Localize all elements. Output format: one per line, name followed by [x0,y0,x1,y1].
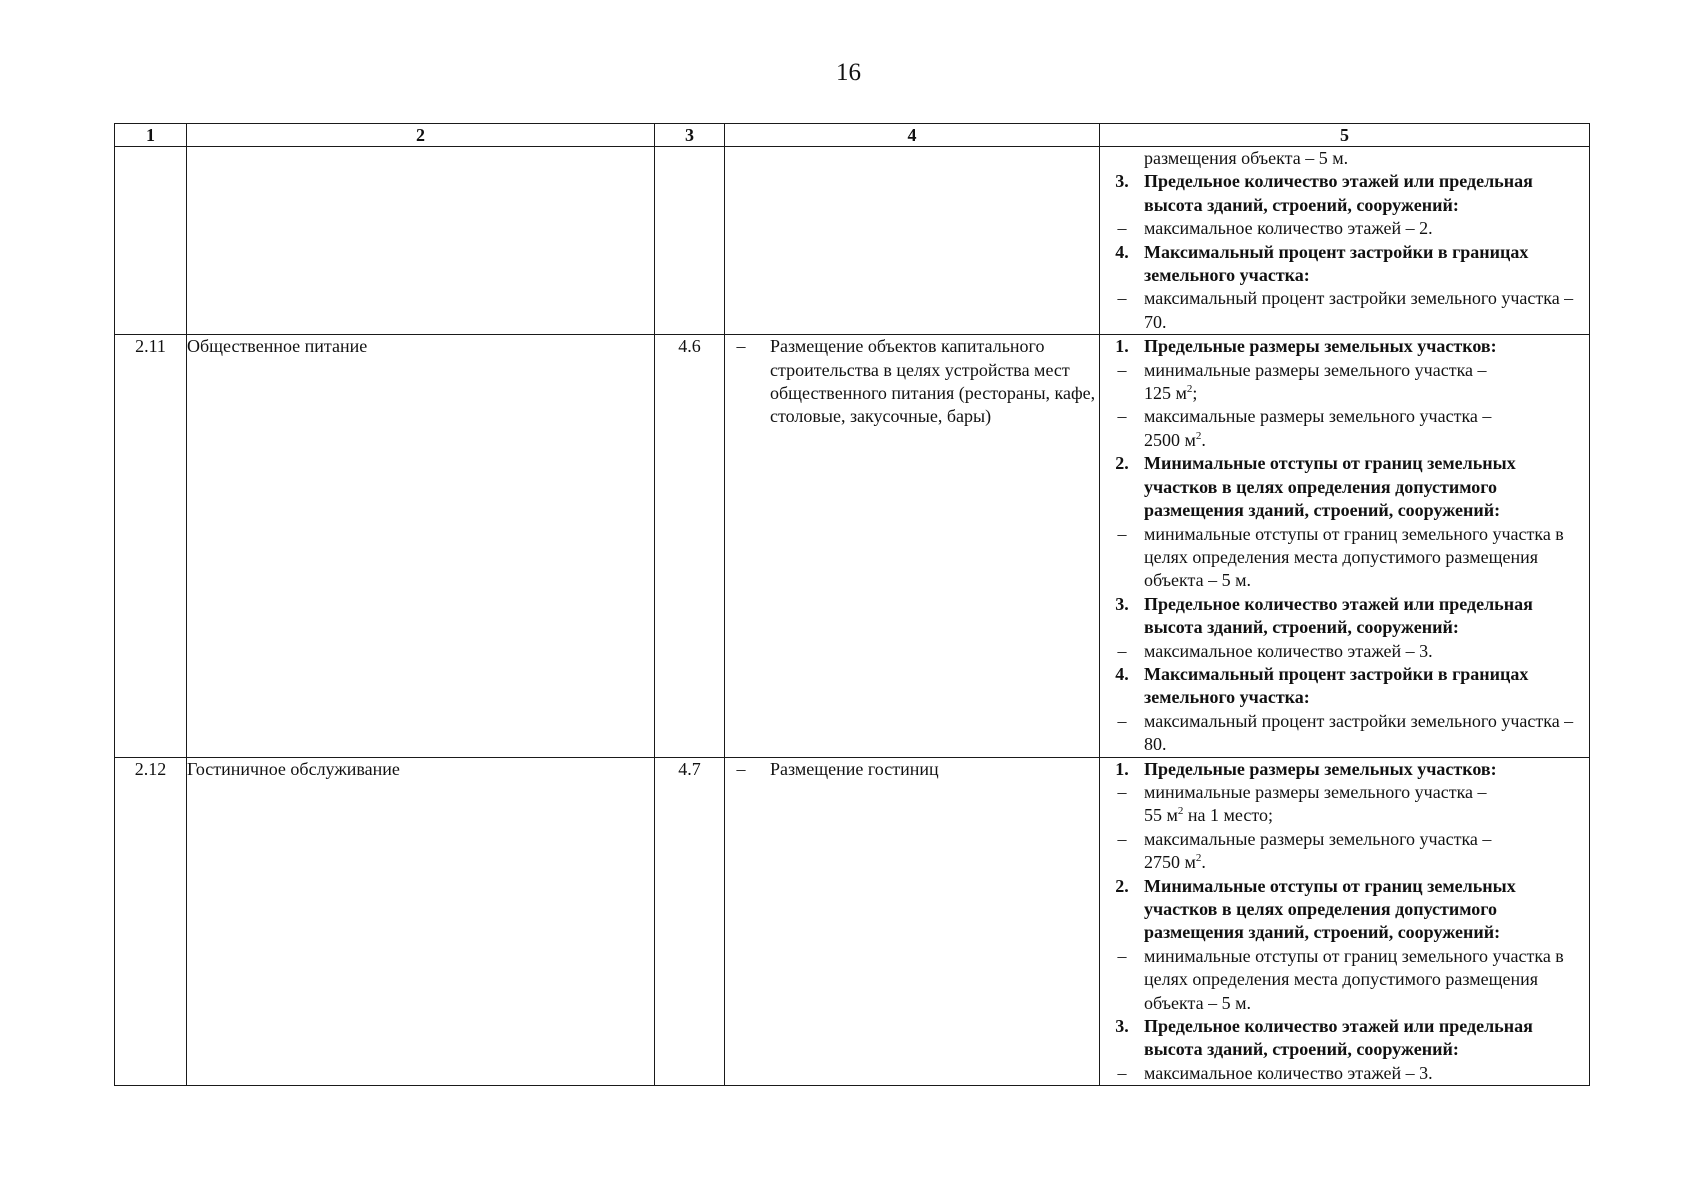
parameter-item [1100,1062,1589,1085]
item-text: максимальный процент застройки земельного участка – 70. [1144,288,1574,332]
parameters [1100,335,1590,757]
use-description [725,757,1100,1086]
superscript: 2 [1195,852,1202,865]
item-text [1144,359,1589,406]
dash-marker: – [1117,640,1127,661]
superscript: 2 [1186,383,1193,396]
parameters [1100,757,1590,1086]
item-text: максимальное количество этажей – 3. [1144,1062,1433,1083]
number-marker: 1. [1115,336,1129,357]
parameter-item [1100,287,1589,334]
classifier-code: 4.6 [655,335,725,757]
parameter-item [1100,781,1589,828]
parameter-item [1100,405,1589,452]
header-cell-2: 2 [187,124,655,147]
use-description [725,147,1100,335]
table-row [115,757,1590,1086]
dash-marker: – [1117,710,1127,731]
parameter-heading [1100,758,1589,781]
dash-marker: – [1117,781,1127,802]
parameter-heading [1100,875,1589,945]
item-text [1144,781,1589,828]
parameter-heading [1100,1015,1589,1062]
header-cell-1: 1 [115,124,187,147]
use-type-name: Общественное питание [187,335,655,757]
page-number: 16 [836,59,861,86]
parameter-heading [1100,663,1589,710]
use-type-name: Гостиничное обслуживание [187,757,655,1086]
parameter-heading [1100,593,1589,640]
item-text: размещения объекта – 5 м. [1144,148,1349,168]
item-text [1144,828,1589,875]
number-marker: 2. [1115,453,1129,474]
area-tail: . [1201,852,1206,873]
number-marker: 3. [1115,593,1129,614]
area-value: 2500 м [1144,429,1196,450]
classifier-code [655,147,725,335]
description-text: Размещение объектов капитального строительства в целях устройства мест общественного питания (рестораны, кафе, столовые, закусочные, бары) [770,336,1096,427]
row-number [115,147,187,335]
parameter-item [1100,640,1589,663]
superscript: 2 [1177,805,1184,818]
dash-marker: – [1117,945,1127,966]
parameter-item [1100,710,1589,757]
area-value: 55 м [1144,805,1178,826]
classifier-code: 4.7 [655,757,725,1086]
regulations-table [114,123,1590,1086]
item-text-main: максимальные размеры земельного участка – [1144,406,1492,427]
heading-text: Предельные размеры земельных участков: [1144,336,1497,357]
number-marker: 3. [1115,171,1129,192]
parameter-heading [1100,241,1589,288]
area-value: 125 м [1144,383,1187,404]
dash-marker [1100,147,1144,170]
description-item [725,758,1099,781]
heading-text: Предельное количество этажей или предельная высота зданий, строений, сооружений: [1144,593,1533,638]
use-description [725,335,1100,757]
heading-text: Предельное количество этажей или предельная высота зданий, строений, сооружений: [1144,1016,1533,1060]
table-header [115,124,1590,147]
dash-marker: – [1117,1062,1127,1083]
heading-text: Минимальные отступы от границ земельных участков в целях определения допустимого размещения зданий, строений, сооружений: [1144,453,1516,521]
description-item [725,335,1099,429]
item-text-main: минимальные размеры земельного участка – [1144,359,1487,380]
number-marker: 3. [1115,1016,1129,1037]
area-tail: ; [1192,383,1198,404]
area-value: 2750 м [1144,852,1196,873]
dash-marker: – [736,336,746,357]
heading-text: Предельные размеры земельных участков: [1144,758,1497,779]
header-cell-3: 3 [655,124,725,147]
number-marker: 4. [1115,663,1129,684]
parameters [1100,147,1590,335]
dash-marker: – [1117,523,1127,544]
number-marker: 1. [1115,758,1129,779]
description-text: Размещение гостиниц [770,758,939,779]
header-cell-5: 5 [1100,124,1590,147]
table-row [115,335,1590,757]
parameter-item [1100,147,1589,170]
dash-marker: – [1117,406,1127,427]
dash-marker: – [1117,288,1127,309]
parameter-item [1100,217,1589,240]
item-text: максимальное количество этажей – 3. [1144,640,1433,661]
parameter-item [1100,359,1589,406]
table-body [115,147,1590,1086]
use-type-name [187,147,655,335]
parameter-heading [1100,335,1589,358]
item-text [1144,405,1589,452]
heading-text: Максимальный процент застройки в границах земельного участка: [1144,663,1529,708]
number-marker: 4. [1115,241,1129,262]
item-text-main: минимальные размеры земельного участка – [1144,781,1487,802]
parameter-item [1100,945,1589,1015]
row-number: 2.11 [115,335,187,757]
parameter-item [1100,523,1589,593]
table-row [115,147,1590,335]
dash-marker: – [736,758,746,779]
heading-text: Максимальный процент застройки в границах земельного участка: [1144,241,1529,286]
parameter-item [1100,828,1589,875]
dash-marker: – [1117,359,1127,380]
item-text: максимальный процент застройки земельного участка – 80. [1144,710,1574,755]
item-text-main: максимальные размеры земельного участка – [1144,828,1492,849]
number-marker: 2. [1115,875,1129,896]
item-text: максимальное количество этажей – 2. [1144,218,1433,239]
item-text: минимальные отступы от границ земельного участка в целях определения места допустимого размещения объекта – 5 м. [1144,523,1564,591]
header-cell-4: 4 [725,124,1100,147]
parameter-heading [1100,170,1589,217]
heading-text: Минимальные отступы от границ земельных участков в целях определения допустимого размещения зданий, строений, сооружений: [1144,875,1516,943]
dash-marker: – [1117,218,1127,239]
item-text: минимальные отступы от границ земельного участка в целях определения места допустимого размещения объекта – 5 м. [1144,945,1564,1013]
row-number: 2.12 [115,757,187,1086]
parameter-heading [1100,452,1589,522]
dash-marker: – [1117,828,1127,849]
heading-text: Предельное количество этажей или предельная высота зданий, строений, сооружений: [1144,171,1533,215]
header-row [115,124,1590,147]
area-tail: на 1 место; [1183,805,1273,826]
area-tail: . [1201,429,1206,450]
superscript: 2 [1195,429,1202,442]
